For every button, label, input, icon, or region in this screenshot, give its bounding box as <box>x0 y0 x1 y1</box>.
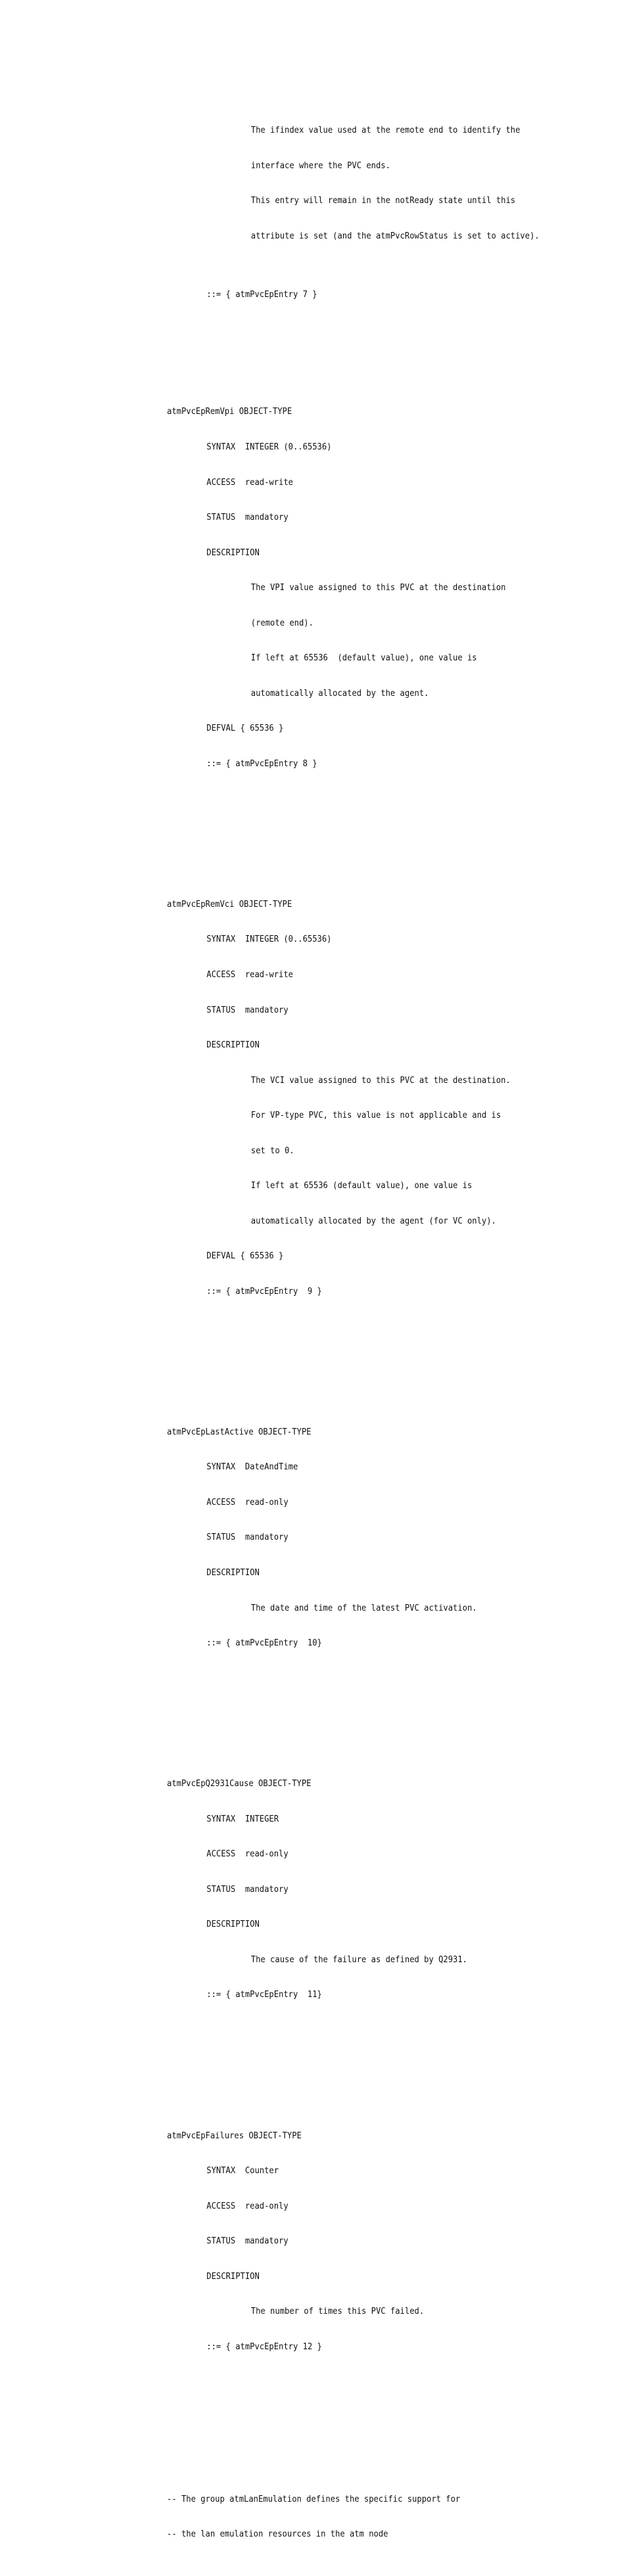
description-line: For VP-type PVC, this value is not applicable and is <box>250 1110 501 1121</box>
object-access: ACCESS read-write <box>206 969 293 980</box>
object-oid: ::= { atmPvcEpEntry 9 } <box>206 1285 322 1297</box>
object-oid: ::= { atmPvcEpEntry 8 } <box>206 758 317 769</box>
object-description-label: DESCRIPTION <box>206 1919 260 1930</box>
object-syntax: SYNTAX DateAndTime <box>206 1461 298 1473</box>
object-oid: ::= { atmPvcEpEntry 7 } <box>206 289 317 300</box>
object-access: ACCESS read-only <box>206 2200 289 2211</box>
comment-line: -- The group atmLanEmulation defines the specific support for <box>167 2493 461 2504</box>
object-status: STATUS mandatory <box>206 2236 289 2247</box>
object-syntax: SYNTAX INTEGER <box>206 1813 279 1824</box>
description-line: set to 0. <box>250 1145 294 1156</box>
description-line: The number of times this PVC failed. <box>250 2306 425 2317</box>
description-line: The VPI value assigned to this PVC at the destination <box>250 582 506 593</box>
mib-definition-document <box>167 66 569 2576</box>
object-definition-atmPvcEpRemVpi <box>167 383 569 794</box>
object-defval: DEFVAL { 65536 } <box>206 723 284 734</box>
object-definition-atmPvcEpLastActive <box>167 1403 569 1672</box>
description-line: (remote end). <box>250 617 314 628</box>
object-syntax: SYNTAX Counter <box>206 2165 279 2176</box>
object-definition-atmPvcEpRemVci <box>167 875 569 1321</box>
object-header: atmPvcEpRemVpi OBJECT-TYPE <box>167 406 292 417</box>
description-line: automatically allocated by the agent. <box>250 687 429 699</box>
object-oid: ::= { atmPvcEpEntry 11} <box>206 1989 322 2000</box>
object-access: ACCESS read-write <box>206 476 293 488</box>
description-line: automatically allocated by the agent (for VC only). <box>250 1215 496 1226</box>
object-header: atmPvcEpQ2931Cause OBJECT-TYPE <box>167 1778 312 1789</box>
description-line: The VCI value assigned to this PVC at the destination. <box>250 1074 511 1086</box>
object-status: STATUS mandatory <box>206 512 289 523</box>
object-description-label: DESCRIPTION <box>206 2270 260 2282</box>
object-status: STATUS mandatory <box>206 1004 289 1015</box>
comment-line: -- the lan emulation resources in the atm node <box>167 2529 388 2540</box>
object-definition-atmPvcEpFailures <box>167 2107 569 2376</box>
object-description-label: DESCRIPTION <box>206 547 260 558</box>
group-comment <box>167 2470 569 2564</box>
object-status: STATUS mandatory <box>206 1883 289 1895</box>
object-description-label: DESCRIPTION <box>206 1040 260 1051</box>
description-line: If left at 65536 (default value), one value is <box>250 1180 473 1191</box>
description-line: interface where the PVC ends. <box>250 160 390 171</box>
description-line: attribute is set (and the atmPvcRowStatus is set to active). <box>250 230 540 241</box>
object-defval: DEFVAL { 65536 } <box>206 1251 284 1262</box>
object-status: STATUS mandatory <box>206 1532 289 1543</box>
object-header: atmPvcEpLastActive OBJECT-TYPE <box>167 1426 312 1437</box>
description-line: This entry will remain in the notReady state until this <box>250 195 516 206</box>
object-access: ACCESS read-only <box>206 1849 289 1860</box>
intro-description <box>167 102 569 266</box>
object-access: ACCESS read-only <box>206 1496 289 1507</box>
object-description-label: DESCRIPTION <box>206 1567 260 1578</box>
object-definition-atmPvcEpQ2931Cause <box>167 1755 569 2025</box>
description-line: The cause of the failure as defined by Q2931. <box>250 1954 467 1965</box>
object-syntax: SYNTAX INTEGER (0..65536) <box>206 934 332 945</box>
object-header: atmPvcEpFailures OBJECT-TYPE <box>167 2130 302 2141</box>
object-header: atmPvcEpRemVci OBJECT-TYPE <box>167 898 292 909</box>
object-oid: ::= { atmPvcEpEntry 12 } <box>206 2341 322 2352</box>
object-oid: ::= { atmPvcEpEntry 10} <box>206 1638 322 1649</box>
object-syntax: SYNTAX INTEGER (0..65536) <box>206 442 332 452</box>
description-line: The ifindex value used at the remote end to identify the <box>250 125 521 136</box>
description-line: If left at 65536 (default value), one value is <box>250 653 477 664</box>
description-line: The date and time of the latest PVC activation. <box>250 1602 477 1613</box>
